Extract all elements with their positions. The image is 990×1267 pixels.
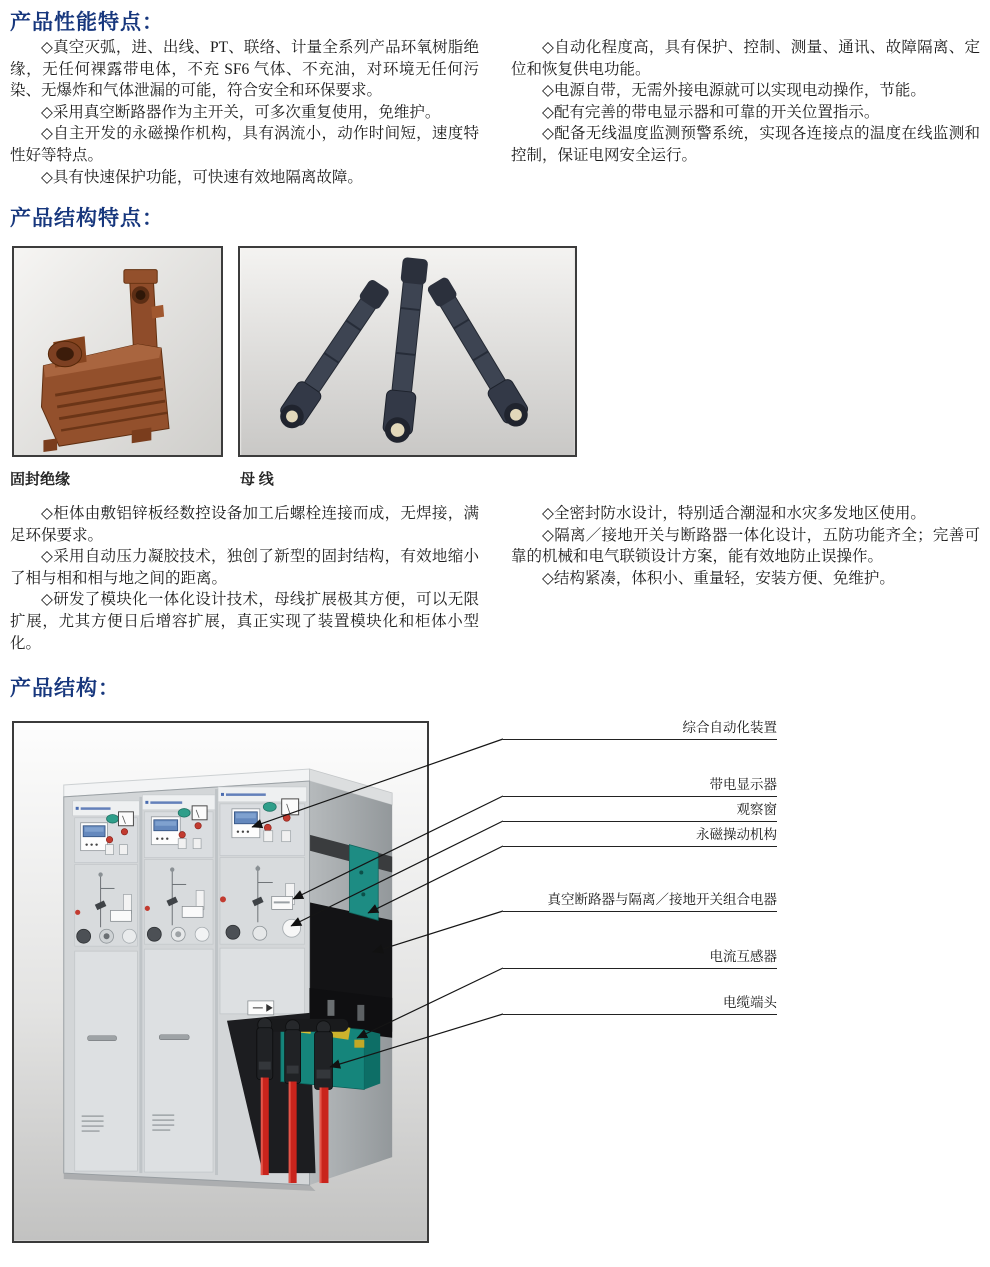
cabinet-panel-2 (142, 795, 215, 1172)
feature-item: ◇具有快速保护功能，可快速有效地隔离故障。 (41, 168, 363, 186)
feature-item: ◇全密封防水设计，特别适合潮湿和水灾多发地区使用。 (542, 505, 926, 522)
solid-seal-insulation-photo (12, 246, 223, 457)
section-title-structure-features: 产品结构特点： (10, 206, 164, 230)
performance-left-column (10, 37, 479, 188)
cabinet-panel-3 (218, 787, 307, 1015)
feature-item: ◇采用真空断路器作为主开关，可多次重复使用，免维护。 (41, 103, 441, 121)
cable-terminal-label: 电缆端头 (503, 994, 777, 1015)
feature-item: ◇研发了模块化一体化设计技术，母线扩展极其方便，可以无限扩展，尤其方便日后增容扩展，真正实现了装置模块化和柜体小型化。 (10, 591, 479, 652)
feature-item: ◇配有完善的带电显示器和可靠的开关位置指示。 (542, 103, 880, 121)
feature-item: ◇电源自带，无需外接电源就可以实现电动操作，节能。 (542, 82, 926, 100)
feature-item: ◇真空灭弧，进、出线、PT、联络、计量全系列产品环氧树脂绝缘，无任何裸露带电体，不充 SF6 气体、不充油，对环境无任何污染、无爆炸和气体泄漏的可能，符合安全和环保要求。 (10, 39, 479, 100)
switchgear-illustration (14, 723, 427, 1241)
feature-item: ◇配备无线温度监测预警系统，实现各连接点的温度在线监测和控制，保证电网安全运行。 (511, 125, 980, 164)
product-structure-photo (12, 721, 429, 1243)
section-title-performance: 产品性能特点： (10, 10, 164, 34)
integrated-automation-label: 综合自动化装置 (503, 719, 777, 740)
feature-item: ◇隔离／接地开关与断路器一体化设计，五防功能齐全；完善可靠的机械和电气联锁设计方案，能有效地防止误操作。 (511, 526, 980, 566)
caption-solid-seal-insulation: 固封绝缘 (10, 472, 71, 488)
live-display-label: 带电显示器 (503, 776, 777, 797)
performance-columns (10, 37, 980, 188)
feature-item: ◇采用自动压力凝胶技术，独创了新型的固封结构，有效地缩小了相与相和相与地之间的距离。 (10, 548, 479, 587)
busbar-photo (238, 246, 577, 457)
performance-right-column (511, 37, 980, 188)
cabinet-panel-1 (73, 801, 140, 1171)
structure-left-column (10, 503, 479, 654)
feature-item: ◇自主开发的永磁操作机构，具有涡流小，动作时间短，速度特性好等特点。 (10, 125, 479, 164)
feature-item: ◇自动化程度高，具有保护、控制、测量、通讯、故障隔离、定位和恢复供电功能。 (511, 39, 980, 78)
busbar-illustration (240, 248, 575, 455)
structure-feature-columns (10, 503, 980, 654)
product-structure-figure (0, 710, 990, 1267)
feature-item: ◇结构紧凑，体积小、重量轻，安装方便、免维护。 (542, 569, 895, 587)
insulator-illustration (14, 248, 221, 455)
current-transformer-label: 电流互感器 (503, 948, 777, 969)
pm-actuator-label: 永磁操动机构 (503, 826, 777, 847)
structure-right-column (511, 503, 980, 654)
breaker-combo-label: 真空断路器与隔离／接地开关组合电器 (503, 891, 777, 912)
caption-busbar: 母 线 (240, 472, 274, 488)
feature-item: ◇柜体由敷铝锌板经数控设备加工后螺栓连接而成，无焊接，满足环保要求。 (10, 505, 479, 544)
section-title-product-structure: 产品结构： (10, 676, 120, 700)
observation-window-label: 观察窗 (503, 801, 777, 822)
